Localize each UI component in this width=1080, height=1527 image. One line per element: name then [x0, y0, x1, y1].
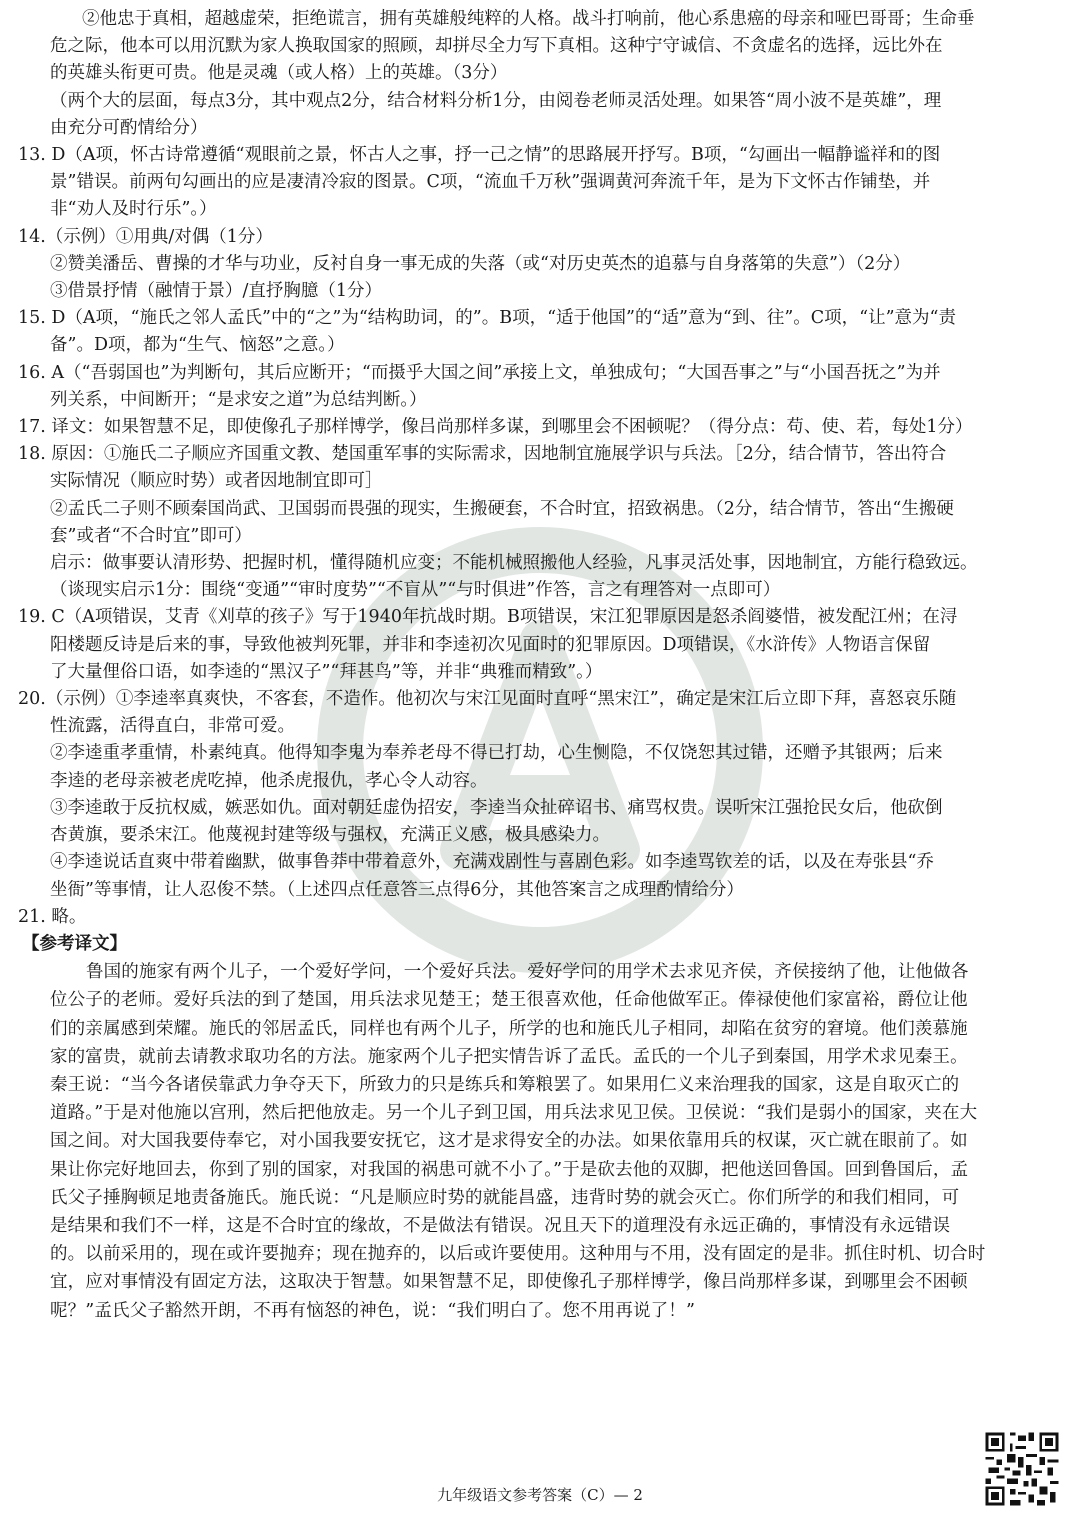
translation-line: 呢？”孟氏父子豁然开朗，不再有恼怒的神色，说：“我们明白了。您不用再说了！”	[50, 1300, 696, 1321]
answer-line: 非“劝人及时行乐”。）	[50, 199, 217, 220]
translation-line: 的。以前采用的，现在或许要抛弃；现在抛弃的，以后或许要使用。这种用与不用，没有固定的是非。抓住时机、切合时	[50, 1244, 986, 1265]
answer-line: 的英雄头衔更可贵。他是灵魂（或人格）上的英雄。（3分）	[50, 63, 508, 84]
answer-line: 20.（示例）①李逵率真爽快，不客套，不造作。他初次与宋江见面时直呼“黑宋江”，确定是宋江后立即下拜，喜怒哀乐随	[18, 689, 957, 710]
translation-line: 道路。”于是对他施以宫刑，然后把他放走。另一个儿子到卫国，用兵法求见卫侯。卫侯说：“我们是弱小的国家，夹在大	[50, 1103, 978, 1124]
translation-line: 们的亲属感到荣耀。施氏的邻居孟氏，同样也有两个儿子，所学的也和施氏儿子相同，却陷在贫穷的窘境。他们羡慕施	[50, 1018, 968, 1039]
answer-line: 由充分可酌情给分）	[50, 117, 208, 138]
answer-line: 景”错误。前两句勾画出的应是凄清冷寂的图景。C项，“流血千万秋”强调黄河奔流千年，是为下文怀古作铺垫，并	[50, 172, 931, 193]
answer-line: （谈现实启示1分：围绕“变通”“审时度势”“不盲从”“与时俱进”作答，言之有理答对一点即可）	[50, 580, 781, 601]
answer-line: 阳楼题反诗是后来的事，导致他被判死罪，并非和李逵初次见面时的犯罪原因。D项错误，《水浒传》人物语言保留	[50, 634, 931, 655]
answer-line: 坐衙”等事情，让人忍俊不禁。（上述四点任意答三点得6分，其他答案言之成理酌情给分）	[50, 879, 744, 900]
answer-line: 危之际，他本可以用沉默为家人换取国家的照顾，却拼尽全力写下真相。这种宁守诚信、不贪虚名的选择，远比外在	[50, 36, 943, 57]
answer-line: ②赞美潘岳、曹操的才华与功业，反衬自身一事无成的失落（或“对历史英杰的追慕与自身落第的失意”）（2分）	[50, 253, 911, 274]
answers-section	[18, 6, 1035, 931]
translation-line: 鲁国的施家有两个儿子，一个爱好学问，一个爱好兵法。爱好学问的用学术去求见齐侯，齐侯接纳了他，让他做各	[86, 962, 969, 983]
answer-line: （两个大的层面，每点3分，其中观点2分，结合材料分析1分，由阅卷老师灵活处理。如果答“周小波不是英雄”，理	[50, 90, 942, 111]
answer-line: 13. D（A项，怀古诗常遵循“观眼前之景，怀古人之事，抒一己之情”的思路展开抒写。B项，“勾画出一幅静谧祥和的图	[18, 145, 941, 166]
answer-line: 李逵的老母亲被老虎吃掉，他杀虎报仇，孝心令人动容。	[50, 770, 488, 791]
answer-line: 套”或者“不合时宜”即可）	[50, 525, 252, 546]
answer-line: 14.（示例）①用典/对偶（1分）	[18, 226, 273, 247]
answer-line: 19. C（A项错误，艾青《刈草的孩子》写于1940年抗战时期。B项错误，宋江犯罪原因是怒杀阎婆惜，被发配江州；在浔	[18, 607, 958, 628]
translation-line: 国之间。对大国我要侍奉它，对小国我要安抚它，这才是求得安全的办法。如果依靠用兵的权谋，灭亡就在眼前了。如	[50, 1131, 968, 1152]
answer-line: 启示：做事要认清形势、把握时机，懂得随机应变；不能机械照搬他人经验，凡事灵活处事，因地制宜，方能行稳致远。	[50, 553, 978, 574]
answer-line: 列关系，中间断开；“是求安之道”为总结判断。）	[50, 389, 427, 410]
answer-line: ④李逵说话直爽中带着幽默，做事鲁莽中带着意外，充满戏剧性与喜剧色彩。如李逵骂钦差的话，以及在寿张县“乔	[50, 852, 934, 873]
answer-line: 性流露，活得直白，非常可爱。	[50, 716, 295, 737]
answer-line: 18. 原因：①施氏二子顺应齐国重文教、楚国重军事的实际需求，因地制宜施展学识与兵法。［2分，结合情节，答出符合	[18, 444, 947, 465]
translation-section	[50, 958, 1035, 1325]
answer-line: 杏黄旗，要杀宋江。他蔑视封建等级与强权，充满正义感，极具感染力。	[50, 825, 610, 846]
translation-line: 氏父子捶胸顿足地责备施氏。施氏说：“凡是顺应时势的就能昌盛，违背时势的就会灭亡。你们所学的和我们相同，可	[50, 1187, 960, 1208]
translation-line: 是结果和我们不一样，这是不合时宜的缘故，不是做法有错误。况且天下的道理没有永远正确的，事情没有永远错误	[50, 1215, 951, 1236]
translation-line: 秦王说：“当今各诸侯靠武力争夺天下，所致力的只是练兵和筹粮罢了。如果用仁义来治理我的国家，这是自取灭亡的	[50, 1074, 960, 1095]
translation-heading: 【参考译文】	[22, 933, 127, 954]
answer-line: ②他忠于真相，超越虚荣，拒绝谎言，拥有英雄般纯粹的人格。战斗打响前，他心系患癌的母亲和哑巴哥哥；生命垂	[82, 9, 975, 29]
answer-line: ②孟氏二子则不顾秦国尚武、卫国弱而畏强的现实，生搬硬套，不合时宜，招致祸患。（2分，结合情节，答出“生搬硬	[50, 498, 954, 519]
translation-line: 家的富贵，就前去请教求取功名的方法。施家两个儿子把实情告诉了孟氏。孟氏的一个儿子到秦国，用学术求见秦王。	[50, 1046, 968, 1067]
translation-line: 宜，应对事情没有固定方法，这取决于智慧。如果智慧不足，即使像孔子那样博学，像吕尚那样多谋，到哪里会不困顿	[50, 1272, 968, 1293]
answer-line: 21. 略。	[18, 906, 87, 927]
page-footer: 九年级语文参考答案（C）— 2	[437, 1486, 643, 1504]
answer-line: ③李逵敢于反抗权威，嫉恶如仇。面对朝廷虚伪招安，李逵当众扯碎诏书、痛骂权贵。误听宋江强抢民女后，他砍倒	[50, 797, 943, 818]
answer-line: 实际情况（顺应时势）或者因地制宜即可］	[50, 471, 383, 492]
answer-line: 17. 译文：如果智慧不足，即使像孔子那样博学，像吕尚那样多谋，到哪里会不困顿呢？（得分点：苟、使、若，每处1分）	[18, 417, 973, 438]
translation-line: 果让你完好地回去，你到了别的国家，对我国的祸患可就不小了。”于是砍去他的双脚，把他送回鲁国。回到鲁国后，孟	[50, 1159, 969, 1180]
answer-line: ②李逵重孝重情，朴素纯真。他得知李鬼为奉养老母不得已打劫，心生恻隐，不仅饶恕其过错，还赠予其银两；后来	[50, 743, 943, 764]
answer-line: ③借景抒情（融情于景）/直抒胸臆（1分）	[50, 281, 383, 302]
answer-line: 了大量俚俗口语，如李逵的“黑汉子”“拜甚鸟”等，并非“典雅而精致”。）	[50, 661, 603, 682]
answer-line: 备”。D项，都为“生气、恼怒”之意。）	[50, 335, 345, 356]
answer-sheet	[18, 6, 1035, 1325]
translation-line: 位公子的老师。爱好兵法的到了楚国，用兵法求见楚王；楚王很喜欢他，任命他做军正。俸禄使他们家富裕，爵位让他	[50, 990, 968, 1011]
answer-line: 16. A（“吾弱国也”为判断句，其后应断开；“而摄乎大国之间”承接上文，单独成句；“大国吾事之”与“小国吾抚之”为并	[18, 362, 941, 383]
answer-line: 15. D（A项，“施氏之邻人孟氏”中的“之”为“结构助词，的”。B项，“适于他国”的“适”意为“到、往”。C项，“让”意为“责	[18, 308, 957, 329]
